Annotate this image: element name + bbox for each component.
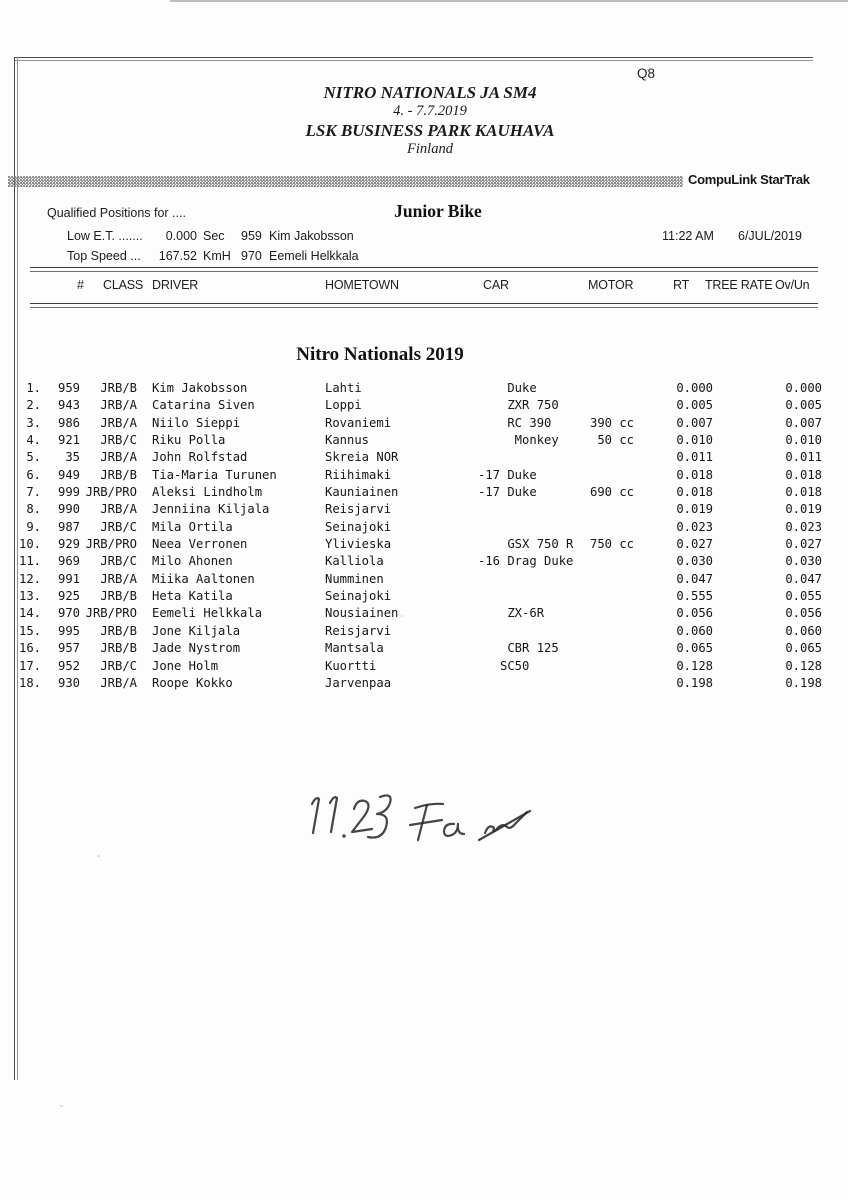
cell-rt: 0.047 (676, 571, 713, 586)
cell-car: ZX-6R (478, 606, 545, 621)
cell-rt: 0.060 (676, 623, 713, 638)
cell-hometown: Skreia NOR (325, 450, 399, 465)
cell-driver: Neea Verronen (152, 537, 248, 552)
cell-car-number: 930 (57, 675, 80, 690)
cell-hometown: Lahti (325, 381, 362, 395)
cell-ovun: 0.005 (785, 398, 822, 413)
cell-hometown: Seinajoki (325, 519, 392, 534)
cell-position: 18. (18, 675, 41, 690)
cell-car-number: 995 (57, 623, 80, 638)
cell-car-number: 35 (65, 450, 80, 465)
cell-car-number: 969 (57, 554, 80, 569)
cell-driver: Milo Ahonen (152, 554, 233, 569)
cell-car-number: 952 (57, 658, 80, 673)
cell-car-number: 957 (57, 641, 80, 656)
cell-hometown: Ylivieska (325, 537, 392, 552)
cell-driver: John Rolfstad (152, 450, 248, 465)
table-row (0, 536, 848, 553)
cell-hometown: Mantsala (325, 641, 384, 656)
cell-driver: Miika Aaltonen (152, 571, 255, 586)
cell-hometown: Rovaniemi (325, 415, 392, 430)
cell-hometown: Riihimaki (325, 467, 392, 482)
print-date: 6/JUL/2019 (738, 229, 802, 243)
cell-motor: 690 cc (590, 485, 635, 500)
cell-driver: Jenniina Kiljala (152, 502, 270, 517)
cell-rt: 0.030 (676, 554, 713, 569)
col-header-tree-rate: TREE RATE (705, 278, 773, 292)
cell-ovun: 0.055 (785, 589, 822, 604)
cell-driver: Niilo Sieppi (152, 415, 241, 430)
cell-hometown: Reisjarvi (325, 623, 392, 638)
cell-car: SC50 (478, 658, 530, 673)
double-rule-lower (30, 303, 818, 308)
sheet-label: Q8 (637, 66, 656, 81)
cell-rt: 0.555 (676, 589, 713, 604)
cell-ovun: 0.027 (785, 537, 822, 552)
cell-class: JRB/B (100, 381, 137, 395)
qualified-positions-label: Qualified Positions for .... (47, 206, 186, 220)
cell-rt: 0.023 (676, 519, 713, 534)
cell-car-number: 943 (57, 398, 80, 413)
cell-car-number: 991 (57, 571, 80, 586)
cell-position: 10. (18, 537, 41, 552)
cell-class: JRB/B (100, 467, 137, 482)
cell-car-number: 987 (57, 519, 80, 534)
table-row (0, 397, 848, 414)
cell-car-number: 959 (57, 381, 80, 395)
table-row (0, 658, 848, 675)
cell-class: JRB/A (100, 502, 137, 517)
cell-rt: 0.128 (676, 658, 713, 673)
cell-car-number: 970 (57, 606, 80, 621)
cell-rt: 0.027 (676, 537, 713, 552)
cell-class: JRB/PRO (85, 606, 137, 621)
cell-rt: 0.056 (676, 606, 713, 621)
top-speed-driver: Eemeli Helkkala (269, 249, 359, 263)
cell-ovun: 0.030 (785, 554, 822, 569)
table-row (0, 380, 848, 397)
col-header-driver: DRIVER (152, 278, 199, 292)
cell-hometown: Jarvenpaa (325, 675, 392, 690)
cell-hometown: Nousiainen (325, 606, 399, 621)
table-row (0, 415, 848, 432)
cell-class: JRB/C (100, 554, 137, 569)
cell-class: JRB/C (100, 658, 137, 673)
cell-class: JRB/A (100, 675, 137, 690)
cell-ovun: 0.000 (785, 381, 822, 395)
cell-motor: 750 cc (590, 537, 635, 552)
cell-position: 12. (18, 571, 41, 586)
cell-class: JRB/C (100, 433, 137, 448)
cell-class: JRB/A (100, 571, 137, 586)
cell-hometown: Seinajoki (325, 589, 392, 604)
cell-hometown: Loppi (325, 398, 362, 413)
cell-car-number: 921 (57, 433, 80, 448)
cell-class: JRB/PRO (85, 537, 137, 552)
table-row (0, 588, 848, 605)
cell-position: 9. (26, 519, 41, 534)
cell-class: JRB/A (100, 398, 137, 413)
cell-ovun: 0.007 (785, 415, 822, 430)
top-speed-line (0, 249, 848, 265)
event-venue: LSK BUSINESS PARK KAUHAVA (305, 120, 555, 140)
cell-position: 6. (26, 467, 41, 482)
cell-driver: Heta Katila (152, 589, 233, 604)
cell-position: 8. (26, 502, 41, 517)
cell-class: JRB/B (100, 641, 137, 656)
results-table (0, 380, 848, 692)
col-header-motor: MOTOR (588, 278, 634, 292)
cell-position: 16. (18, 641, 41, 656)
cell-hometown: Reisjarvi (325, 502, 392, 517)
scan-speck (60, 1105, 63, 1107)
cell-car-number: 999 (57, 485, 80, 500)
cell-car: GSX 750 R (478, 537, 574, 552)
low-et-unit: Sec (203, 229, 225, 243)
cell-ovun: 0.128 (785, 658, 822, 673)
table-row (0, 553, 848, 570)
top-speed-value: 167.52 (158, 249, 197, 263)
cell-position: 14. (18, 606, 41, 621)
cell-position: 1. (26, 381, 41, 395)
cell-driver: Jone Holm (152, 658, 219, 673)
table-row (0, 467, 848, 484)
table-row (0, 432, 848, 449)
cell-position: 13. (18, 589, 41, 604)
event-section-title: Nitro Nationals 2019 (296, 344, 464, 365)
cell-position: 2. (26, 398, 41, 413)
cell-ovun: 0.018 (785, 485, 822, 500)
cell-position: 17. (18, 658, 41, 673)
cell-motor: 390 cc (590, 415, 635, 430)
cell-class: JRB/B (100, 589, 137, 604)
low-et-value: 0.000 (165, 229, 197, 243)
cell-position: 4. (26, 433, 41, 448)
cell-car: -17 Duke (478, 485, 537, 500)
table-row (0, 571, 848, 588)
cell-position: 11. (18, 554, 41, 569)
cell-rt: 0.007 (676, 415, 713, 430)
cell-rt: 0.065 (676, 641, 713, 656)
cell-car: Monkey (478, 433, 559, 448)
event-country: Finland (407, 140, 453, 157)
scan-speck (97, 855, 100, 857)
cell-ovun: 0.047 (785, 571, 822, 586)
low-et-line (0, 229, 848, 245)
print-time: 11:22 AM (662, 229, 714, 243)
cell-position: 5. (26, 450, 41, 465)
event-masthead (12, 84, 848, 156)
cell-ovun: 0.019 (785, 502, 822, 517)
cell-rt: 0.018 (676, 467, 713, 482)
top-speed-unit: KmH (203, 249, 231, 263)
cell-driver: Riku Polla (152, 433, 226, 448)
cell-motor: 50 cc (590, 433, 635, 448)
table-row (0, 605, 848, 622)
cell-driver: Roope Kokko (152, 675, 233, 690)
col-header-car: CAR (483, 278, 509, 292)
cell-driver: Catarina Siven (152, 398, 255, 413)
scan-edge-streak (170, 0, 848, 2)
cell-class: JRB/PRO (85, 485, 137, 500)
cell-ovun: 0.011 (785, 450, 822, 465)
table-row (0, 501, 848, 518)
cell-car: RC 390 (478, 415, 552, 430)
cell-rt: 0.011 (676, 450, 713, 465)
table-row (0, 484, 848, 501)
cell-class: JRB/C (100, 519, 137, 534)
cell-rt: 0.198 (676, 675, 713, 690)
double-rule-upper (30, 267, 818, 272)
cell-driver: Tia-Maria Turunen (152, 467, 277, 482)
col-header-number: # (77, 278, 84, 292)
cell-hometown: Kalliola (325, 554, 384, 569)
top-speed-car-number: 970 (241, 249, 262, 263)
cell-ovun: 0.056 (785, 606, 822, 621)
cell-position: 3. (26, 415, 41, 430)
cell-driver: Jade Nystrom (152, 641, 241, 656)
timing-system-brand: CompuLink StarTrak (688, 172, 810, 187)
cell-rt: 0.018 (676, 485, 713, 500)
halftone-separator-band (8, 176, 683, 187)
cell-driver: Kim Jakobsson (152, 381, 248, 395)
cell-position: 15. (18, 623, 41, 638)
table-row (0, 623, 848, 640)
cell-hometown: Kannus (325, 433, 370, 448)
cell-car-number: 925 (57, 589, 80, 604)
cell-driver: Jone Kiljala (152, 623, 241, 638)
cell-car: -16 Drag Duke (478, 554, 574, 569)
class-category-title: Junior Bike (394, 201, 482, 221)
cell-driver: Mila Ortila (152, 519, 233, 534)
page-border-top (14, 57, 813, 61)
cell-class: JRB/B (100, 623, 137, 638)
cell-car-number: 949 (57, 467, 80, 482)
col-header-hometown: HOMETOWN (325, 278, 399, 292)
table-row (0, 675, 848, 692)
table-row (0, 449, 848, 466)
top-speed-label: Top Speed ... (67, 249, 141, 263)
event-title: NITRO NATIONALS JA SM4 (323, 83, 537, 102)
cell-hometown: Kuortti (325, 658, 377, 673)
cell-ovun: 0.023 (785, 519, 822, 534)
cell-car: ZXR 750 (478, 398, 559, 413)
cell-ovun: 0.060 (785, 623, 822, 638)
low-et-car-number: 959 (241, 229, 262, 243)
cell-hometown: Kauniainen (325, 485, 399, 500)
cell-car-number: 990 (57, 502, 80, 517)
cell-rt: 0.010 (676, 433, 713, 448)
cell-ovun: 0.198 (785, 675, 822, 690)
col-header-rt: RT (673, 278, 690, 292)
cell-car: -17 Duke (478, 467, 537, 482)
cell-car: Duke (478, 381, 537, 395)
cell-ovun: 0.018 (785, 467, 822, 482)
handwritten-note (280, 788, 550, 873)
cell-car-number: 986 (57, 415, 80, 430)
cell-rt: 0.019 (676, 502, 713, 517)
table-row (0, 640, 848, 657)
low-et-driver: Kim Jakobsson (269, 229, 354, 243)
low-et-label: Low E.T. ....... (67, 229, 143, 243)
event-dates: 4. - 7.7.2019 (393, 103, 467, 119)
cell-ovun: 0.010 (785, 433, 822, 448)
cell-rt: 0.005 (676, 398, 713, 413)
cell-driver: Aleksi Lindholm (152, 485, 263, 500)
cell-car: CBR 125 (478, 641, 559, 656)
cell-ovun: 0.065 (785, 641, 822, 656)
cell-class: JRB/A (100, 450, 137, 465)
cell-rt: 0.000 (676, 381, 713, 395)
cell-driver: Eemeli Helkkala (152, 606, 263, 621)
col-header-class: CLASS (103, 278, 143, 292)
table-row (0, 519, 848, 536)
table-header-row (0, 278, 848, 296)
cell-class: JRB/A (100, 415, 137, 430)
cell-position: 7. (26, 485, 41, 500)
col-header-ovun: Ov/Un (775, 278, 810, 292)
cell-car-number: 929 (57, 537, 80, 552)
cell-hometown: Numminen (325, 571, 384, 586)
